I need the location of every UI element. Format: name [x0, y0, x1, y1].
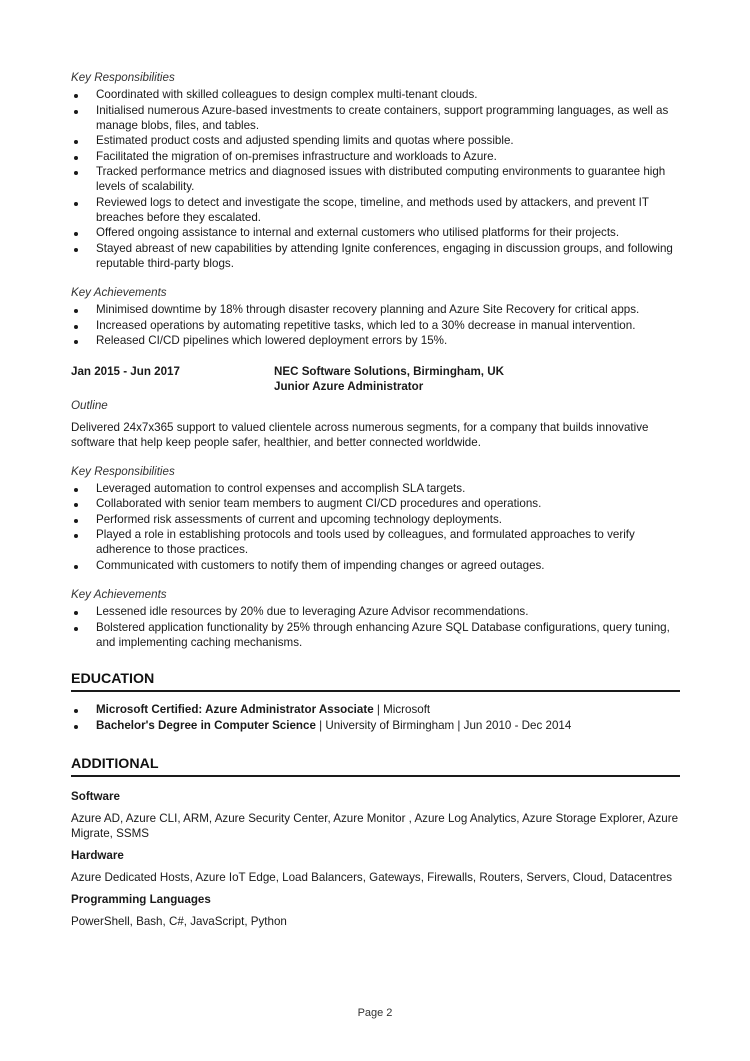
- list-item: Communicated with customers to notify them of impending changes or agreed outages.: [71, 558, 680, 573]
- job2-achievements-list: [71, 604, 680, 650]
- list-item: Increased operations by automating repetitive tasks, which led to a 30% decrease in manual intervention.: [71, 318, 680, 333]
- job2-title: Junior Azure Administrator: [274, 379, 424, 393]
- additional-section: [71, 755, 680, 929]
- job2-responsibilities-section: [71, 464, 680, 573]
- languages-label: Programming Languages: [71, 893, 211, 906]
- list-item: Minimised downtime by 18% through disaster recovery planning and Azure Site Recovery for critical apps.: [71, 302, 680, 317]
- hardware-label: Hardware: [71, 849, 124, 862]
- education-list: [71, 702, 680, 733]
- job1-responsibilities-label: Key Responsibilities: [71, 71, 175, 84]
- list-item: Estimated product costs and adjusted spending limits and quotas where possible.: [71, 133, 680, 148]
- resume-page: [71, 70, 680, 929]
- job1-achievements-section: [71, 285, 680, 348]
- education-heading: EDUCATION: [71, 670, 680, 692]
- job2-responsibilities-label: Key Responsibilities: [71, 464, 175, 478]
- list-item: Stayed abreast of new capabilities by attending Ignite conferences, engaging in discussion groups, and following reputable third-party blogs.: [71, 241, 680, 271]
- job1-achievements-list: [71, 302, 680, 348]
- software-label: Software: [71, 790, 120, 803]
- job1-responsibilities-section: [71, 70, 680, 271]
- software-text: Azure AD, Azure CLI, ARM, Azure Security Center, Azure Monitor , Azure Log Analytics, Azure Storage Explorer, Azure Migrate, SSMS: [71, 812, 679, 840]
- additional-heading: ADDITIONAL: [71, 755, 680, 777]
- list-item: Collaborated with senior team members to augment CI/CD procedures and operations.: [71, 496, 680, 511]
- list-item: Played a role in establishing protocols and tools used by colleagues, and formulated approaches to verify adherence to those practices.: [71, 527, 680, 557]
- job2-outline-label: Outline: [71, 398, 108, 412]
- list-item: Tracked performance metrics and diagnosed issues with distributed computing environments to guarantee high levels of scalability.: [71, 164, 680, 194]
- list-item: Lessened idle resources by 20% due to leveraging Azure Advisor recommendations.: [71, 604, 680, 619]
- education-name: Bachelor's Degree in Computer Science: [96, 718, 316, 732]
- list-item: [71, 718, 680, 733]
- list-item: Facilitated the migration of on-premises infrastructure and workloads to Azure.: [71, 149, 680, 164]
- job2-dates: Jan 2015 - Jun 2017: [71, 364, 180, 378]
- education-detail: | Microsoft: [373, 703, 431, 716]
- education-detail: | University of Birmingham | Jun 2010 - Dec 2014: [315, 718, 572, 732]
- page-number: Page 2: [357, 1007, 393, 1019]
- list-item: Reviewed logs to detect and investigate the scope, timeline, and methods used by attackers, and prevent IT breaches before they escalated.: [71, 195, 680, 225]
- education-section: [71, 670, 680, 733]
- list-item: Coordinated with skilled colleagues to design complex multi-tenant clouds.: [71, 87, 680, 102]
- job2-achievements-label: Key Achievements: [71, 588, 167, 601]
- job2-outline-text: Delivered 24x7x365 support to valued clientele across numerous segments, for a company that builds innovative software that help keep people safer, healthier, and better connected worldwide.: [71, 420, 649, 449]
- list-item: Released CI/CD pipelines which lowered deployment errors by 15%.: [71, 333, 680, 348]
- list-item: Bolstered application functionality by 25% through enhancing Azure SQL Database configurations, query tuning, and implementing caching mechanisms.: [71, 620, 680, 650]
- languages-text: PowerShell, Bash, C#, JavaScript, Python: [71, 915, 287, 928]
- list-item: Performed risk assessments of current and upcoming technology deployments.: [71, 512, 680, 527]
- list-item: Initialised numerous Azure-based investments to create containers, support programming languages, as well as manage blobs, files, and tables.: [71, 103, 680, 133]
- job2-company: NEC Software Solutions, Birmingham, UK: [274, 364, 504, 378]
- job2-responsibilities-list: [71, 481, 680, 573]
- list-item: Leveraged automation to control expenses and accomplish SLA targets.: [71, 481, 680, 496]
- education-name: Microsoft Certified: Azure Administrator Associate: [96, 703, 374, 716]
- list-item: Offered ongoing assistance to internal and external customers who utilised platforms for their projects.: [71, 225, 680, 240]
- job1-achievements-label: Key Achievements: [71, 286, 167, 299]
- hardware-text: Azure Dedicated Hosts, Azure IoT Edge, Load Balancers, Gateways, Firewalls, Routers, Servers, Cloud, Datacentres: [71, 871, 673, 884]
- job2-company-block: [274, 364, 504, 394]
- job2-achievements-section: [71, 587, 680, 650]
- list-item: [71, 702, 680, 717]
- job1-responsibilities-list: [71, 87, 680, 271]
- job2-header: [71, 364, 680, 394]
